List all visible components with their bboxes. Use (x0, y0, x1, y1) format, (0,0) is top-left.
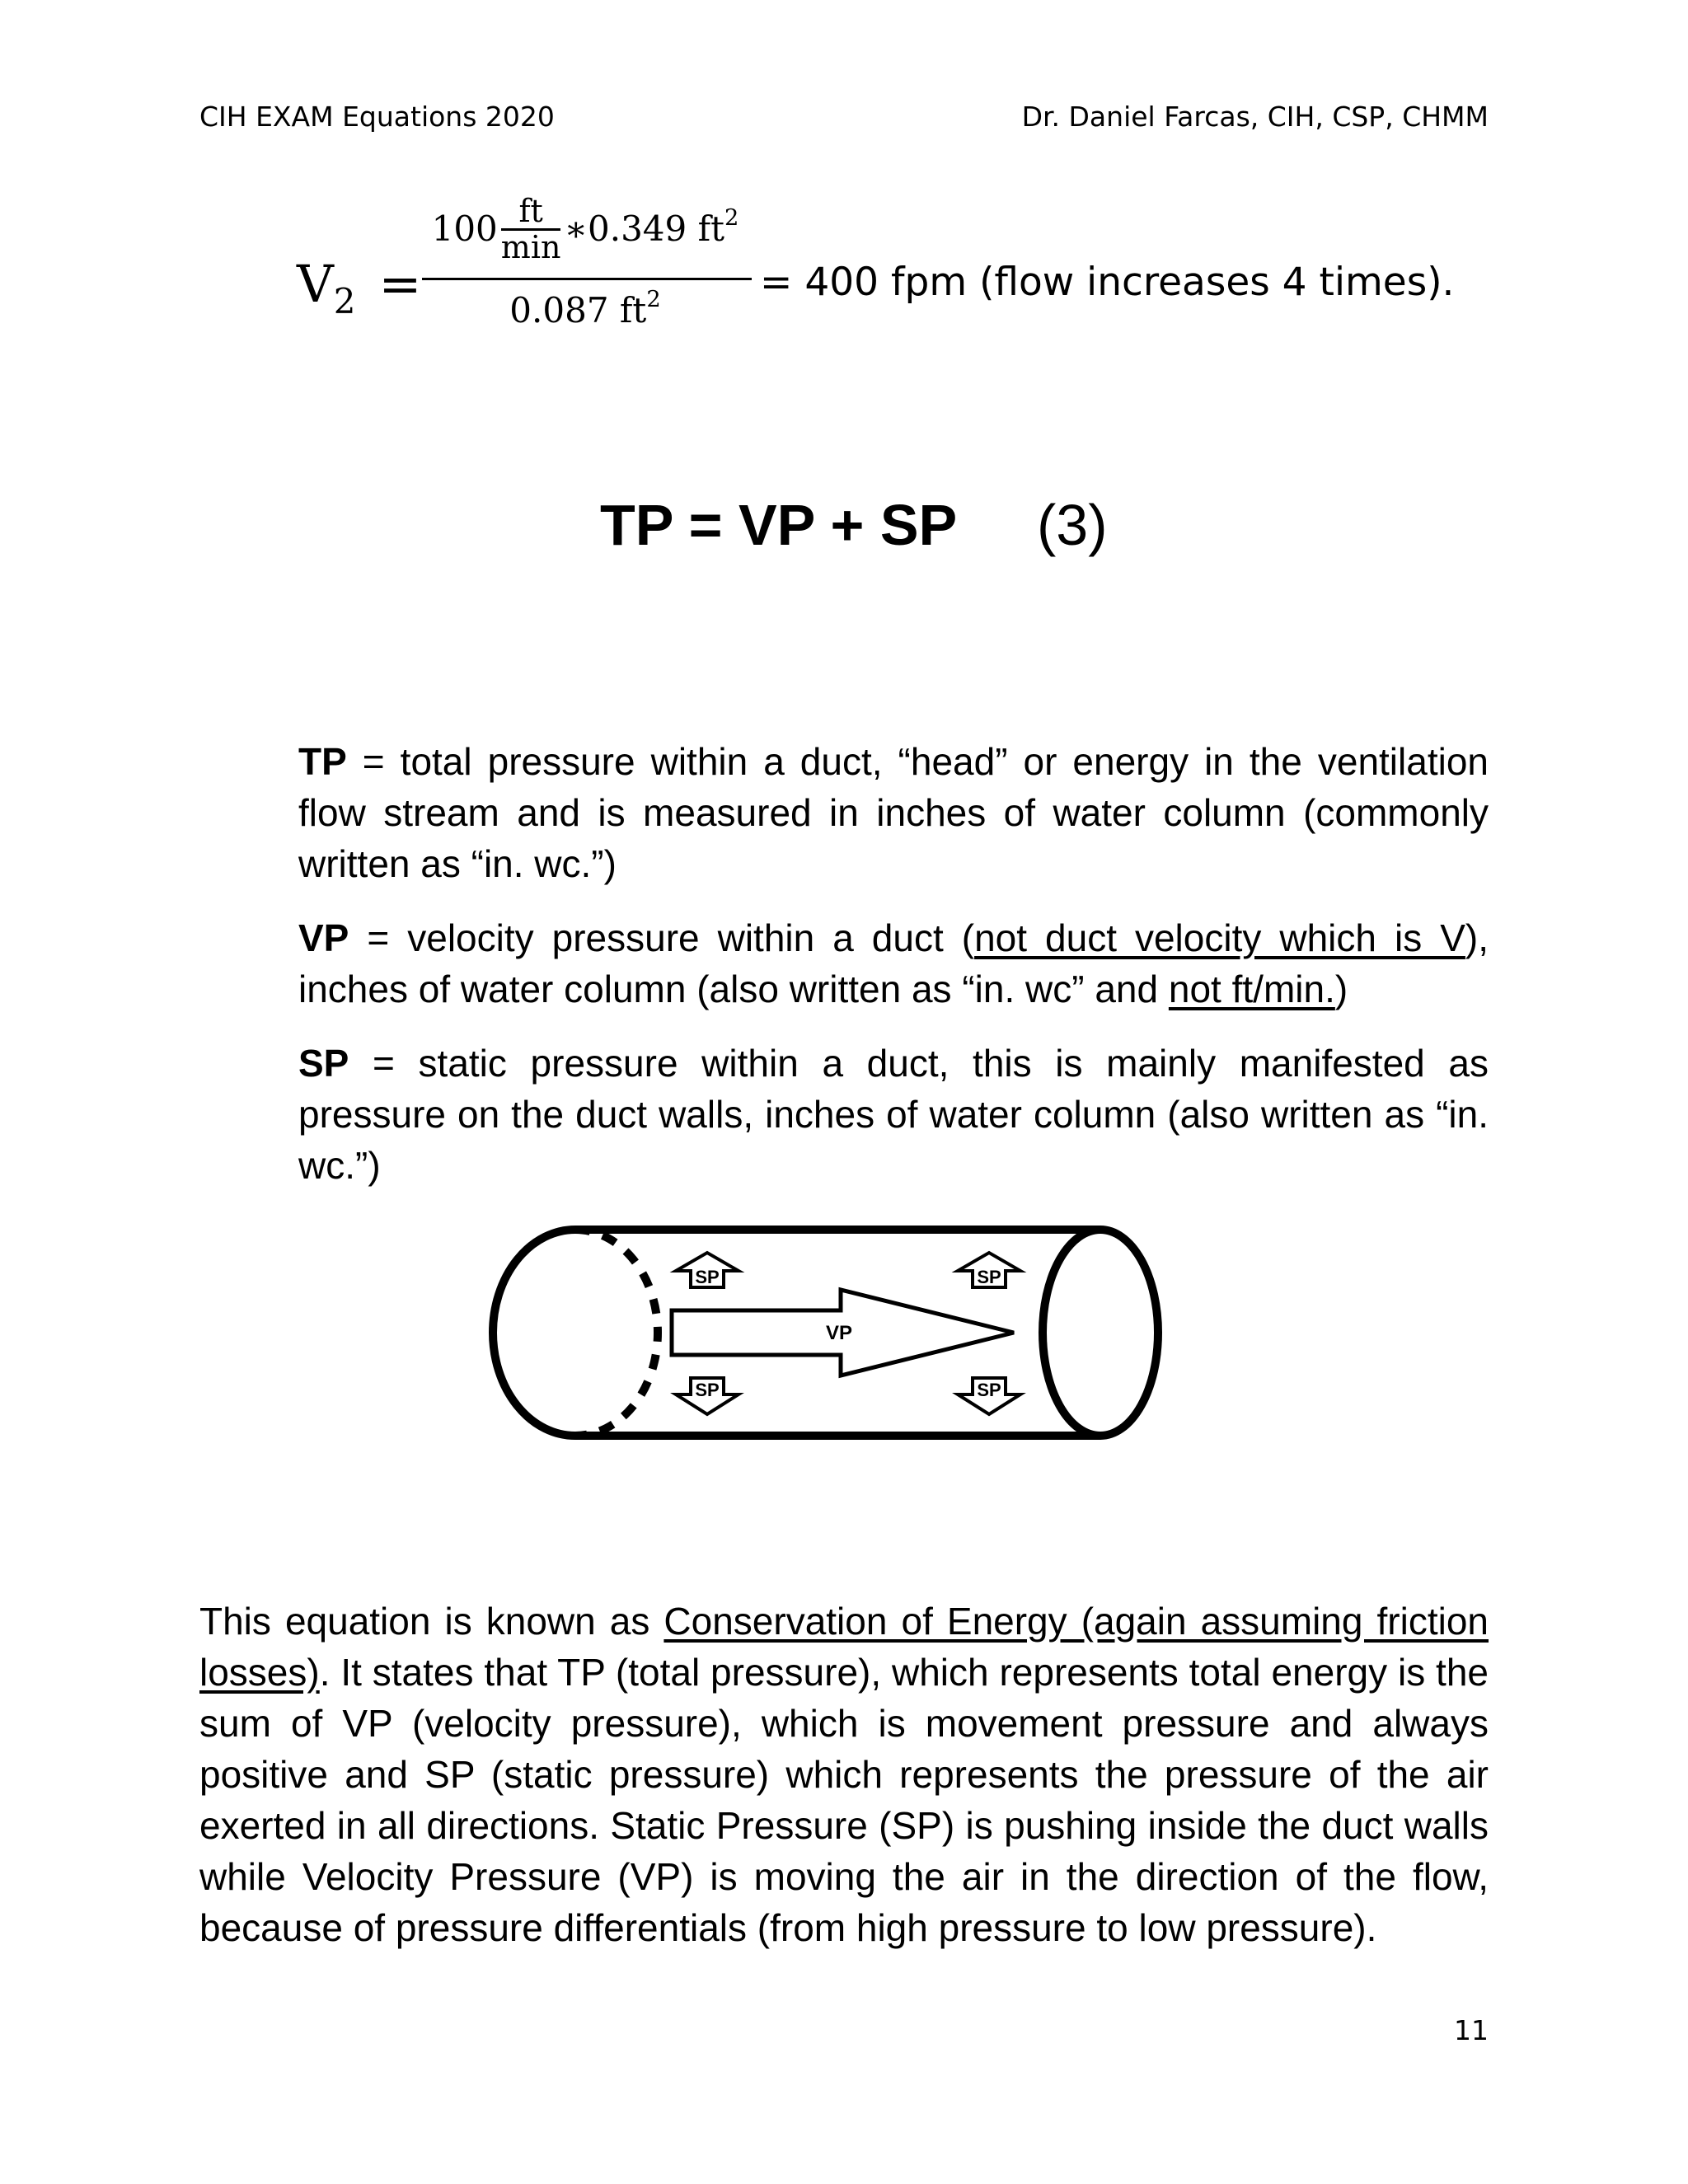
definition-sp (298, 1038, 1489, 1191)
sp-arrow-up-right (958, 1253, 1020, 1287)
definition-text: = total pressure within a duct, “head” or energy in the ventilation flow stream and is measured in inches of water column (commonly written as “in. wc.”) (298, 740, 1489, 885)
definition-text: ) (1334, 968, 1348, 1010)
sp-arrow-label: SP (695, 1267, 720, 1287)
equation-variable: V (297, 254, 334, 314)
duct-left-end-hidden (575, 1230, 658, 1436)
unit-fraction-top: ft (501, 194, 561, 231)
header-author: Dr. Daniel Farcas, CIH, CSP, CHMM (1021, 101, 1489, 133)
numerator-area-exponent: 2 (724, 204, 739, 231)
paragraph-underlined-term: Conservation of Energy (again assuming friction losses) (199, 1600, 1489, 1694)
definition-term: VP (298, 916, 349, 959)
unit-fraction-bottom: min (500, 229, 561, 265)
equation-equals: = (378, 254, 422, 314)
conservation-paragraph (199, 1596, 1489, 1953)
velocity-equation (297, 193, 1455, 359)
vp-arrow-label: VP (825, 1322, 853, 1344)
denominator-exponent: 2 (646, 286, 661, 312)
duct-pressure-diagram (486, 1220, 1195, 1451)
denominator-value: 0.087 ft (509, 290, 647, 330)
sp-arrow-down-right (958, 1378, 1020, 1414)
sp-arrow-label: SP (977, 1380, 1001, 1400)
definition-term: SP (298, 1042, 349, 1085)
underlined-note: not ft/min. (1168, 968, 1335, 1010)
header-title: CIH EXAM Equations 2020 (199, 101, 555, 133)
equation-lhs (297, 251, 421, 335)
underlined-note: not duct velocity which is V (974, 916, 1465, 959)
paragraph-body: . It states that TP (total pressure), which represents total energy is the sum of VP (velocity pressure), which is movement pressure and always positive and SP (static pressure) which represents the pressure of the air exerted in all directions. Static Pressure (SP) is pushing inside the duct walls while Velocity Pressure (VP) is moving the air in the direction of the flow, because of pressure differentials (from high pressure to low pressure). (199, 1651, 1489, 1949)
numerator-coefficient: 100 (431, 209, 498, 249)
equation-number: (3) (1037, 493, 1108, 557)
definitions-list (298, 736, 1489, 1214)
definition-text: = static pressure within a duct, this is mainly manifested as pressure on the duct walls, inches of water column (also written as “in. wc.”) (298, 1042, 1489, 1187)
definition-text: ), inches of water column (also written as “in. wc” and (298, 916, 1489, 1010)
sp-arrow-label: SP (977, 1267, 1001, 1287)
main-equation-text: TP = VP + SP (600, 493, 958, 557)
page-number: 11 (1454, 2014, 1489, 2046)
equation-result: = 400 fpm (flow increases 4 times). (760, 260, 1455, 305)
sp-arrow-up-left (676, 1253, 738, 1287)
equation-denominator (420, 286, 750, 335)
numerator-area (564, 204, 739, 249)
definition-term: TP (298, 740, 347, 783)
duct-left-end (493, 1230, 575, 1436)
sp-arrow-down-left (676, 1378, 738, 1414)
equation-numerator (420, 194, 750, 264)
duct-right-opening (1043, 1230, 1158, 1436)
sp-arrow-label: SP (695, 1380, 720, 1400)
fraction-bar (422, 278, 752, 280)
definition-text: = velocity pressure within a duct ( (349, 916, 975, 959)
definition-tp (298, 736, 1489, 889)
unit-fraction (501, 194, 561, 264)
numerator-area-value: ∗0.349 ft (564, 209, 725, 249)
paragraph-intro: This equation is known as (199, 1600, 664, 1643)
equation-subscript: 2 (333, 281, 356, 321)
definition-vp (298, 912, 1489, 1015)
